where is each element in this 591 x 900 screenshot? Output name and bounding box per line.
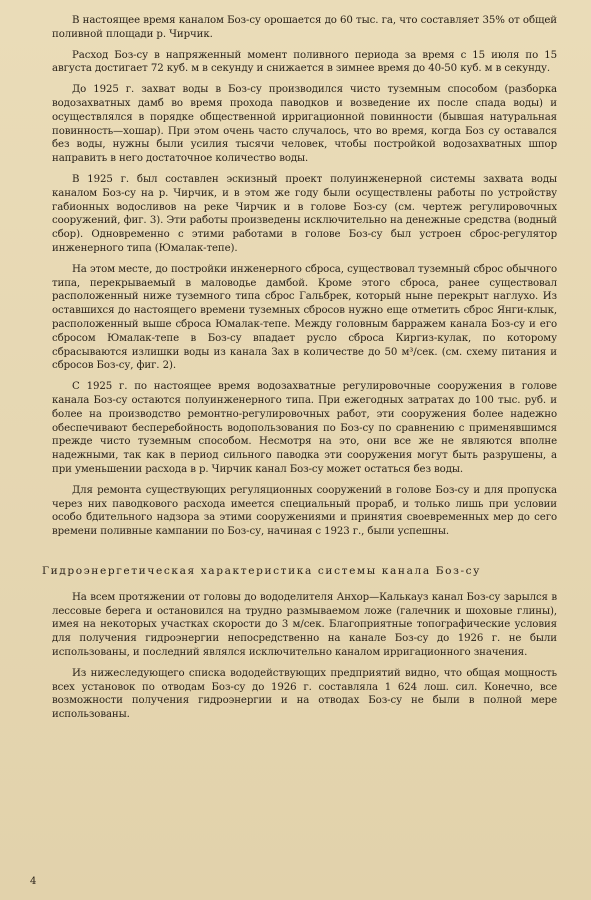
text-block-top <box>52 14 557 539</box>
section-heading: Гидроэнергетическая характеристика системы канала Боз-су <box>42 564 481 577</box>
paragraph-since-1925: С 1925 г. по настоящее время водозахватные регулировочные сооружения в голове канала Боз-су остаются полуинженерного типа. При ежегодных затратах до 100 тыс. руб. и более на производство ремонтно-регулировочных работ, эти сооружения более надежно обеспечивают бесперебойность водопользования по Боз-су по сравнению с применявшимся прежде чисто туземным способом. Несмотря на это, они все же не являются вполне надежными, так как в период сильного паводка эти сооружения могут быть разрушены, а при уменьшении расхода в р. Чирчик канал Боз-су может остаться без воды. <box>52 381 557 475</box>
paragraph-1925-project: В 1925 г. был составлен эскизный проект полуинженерной системы захвата воды каналом Боз-су на р. Чирчик, и в этом же году были осуществлены работы по устройству габионных водосливов на реке Чирчик и в голове Боз-су (см. чертеж регулировочных сооружений, фиг. 3). Эти работы произведены исключительно на денежные средства (водный сбор). Одновременно с этими работами в голове Боз-су был устроен сброс-регулятор инженерного типа (Юмалак-тепе). <box>52 173 557 254</box>
paragraph-spillways: На этом месте, до постройки инженерного сброса, существовал туземный сброс обычного типа, перекрываемый в маловодье дамбой. Кроме этого сброса, ранее существовал расположенный ниже туземного типа сброс Гальбрек, который ныне перекрыт наглухо. Из оставшихся до настоящего времени туземных сбросов нужно еще отметить сброс Янги-клык, расположенный выше сброса Юмалак-тепе. Между головным барражем канала Боз-су и его сбросом Юмалак-тепе в Боз-су впадает русло сброса Киргиз-кулак, по которому сбрасываются излишки воды из канала Зах в количестве до 50 м³/сек. (см. схему питания и сбросов Боз-су, фиг. 2). <box>52 263 557 372</box>
text-block-bottom <box>52 591 557 722</box>
paragraph-power: Из нижеследующего списка вододействующих предприятий видно, что общая мощность всех установок по отводам Боз-су до 1926 г. составляла 1 624 лош. сил. Конечно, все возможности получения гидроэнергии и на отводах Боз-су не были в полной мере использованы. <box>52 667 557 721</box>
paragraph-canal-bed: На всем протяжении от головы до вододелителя Анхор—Калькауз канал Боз-су зарылся в лессовые берега и остановился на трудно размываемом ложе (галечник и шоховые глины), имея на некоторых участках скорости до 3 м/сек. Благоприятные топографические условия для получения гидроэнергии непосредственно на канале Боз-су до 1926 г. не были использованы, и последний являлся исключительно каналом ирригационного значения. <box>52 591 557 659</box>
page-number: 4 <box>30 876 37 887</box>
paragraph-before-1925: До 1925 г. захват воды в Боз-су производился чисто туземным способом (разборка водозахватных дамб во время прохода паводков и возведение их после спада воды) и осуществлялся в порядке общественной ирригационной повинности (бывшая натуральная повинность—хошар). При этом очень часто случалось, что во время, когда Боз су оставался без воды, нужны были усилия тысячи человек, чтобы постройкой водозахватных шпор направить в него достаточное количество воды. <box>52 84 557 165</box>
paragraph-repair: Для ремонта существующих регуляционных сооружений в голове Боз-су и для пропуска через них паводкового расхода имеется специальный прораб, и только лишь при условии особо бдительного надзора за этими сооружениями и принятия своевременных мер до сего времени поливные кампании по Боз-су, начиная с 1923 г., были успешны. <box>52 484 557 538</box>
paragraph-discharge: Расход Боз-су в напряженный момент поливного периода за время с 15 июля по 15 августа достигает 72 куб. м в секунду и снижается в зимнее время до 40-50 куб. м в секунду. <box>52 49 557 75</box>
paragraph-irrigated-area: В настоящее время каналом Боз-су орошается до 60 тыс. га, что составляет 35% от общей поливной площади р. Чирчик. <box>52 15 557 40</box>
